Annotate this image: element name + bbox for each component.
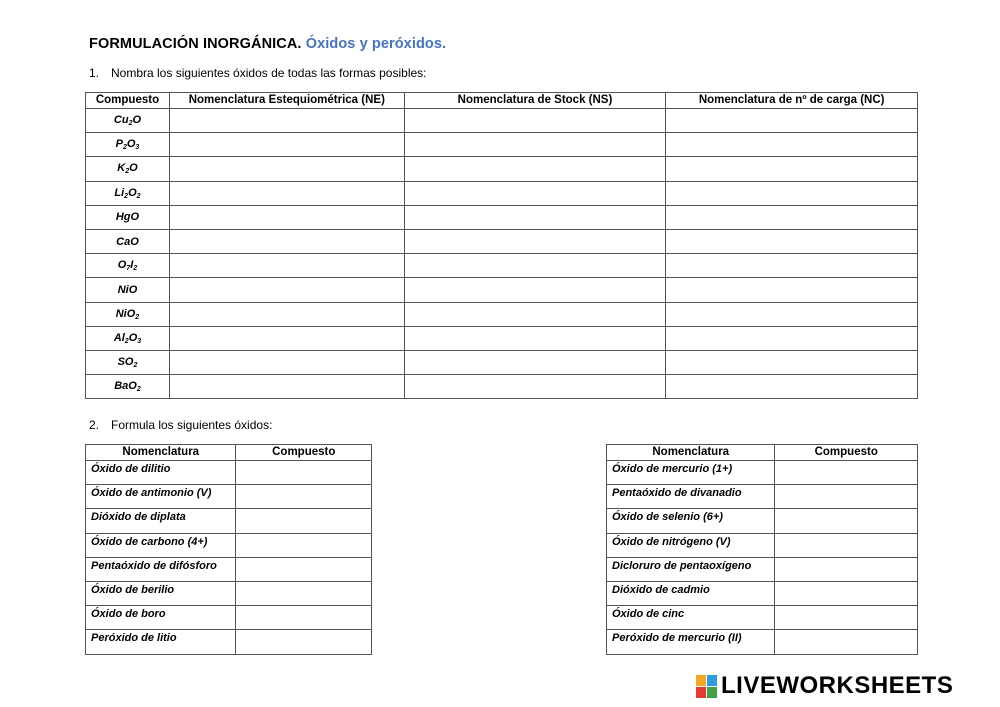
logo-square — [696, 687, 706, 698]
formula-part: 3 — [137, 337, 142, 345]
formula-part: BaO — [114, 380, 137, 393]
answer-cell-ne[interactable] — [169, 181, 404, 205]
compound-formula — [86, 133, 170, 157]
oxide-name: Dióxido de diplata — [86, 509, 236, 533]
oxide-name: Peróxido de mercurio (II) — [607, 630, 775, 654]
column-header: Compuesto — [236, 445, 372, 461]
table-row — [607, 581, 918, 605]
formula-part: 2 — [133, 361, 138, 369]
compound-formula — [86, 326, 170, 350]
table-row — [607, 461, 918, 485]
formulate-table-right — [606, 444, 918, 655]
answer-cell-ns[interactable] — [404, 350, 666, 374]
answer-cell-ns[interactable] — [404, 181, 666, 205]
compound-answer-cell[interactable] — [236, 461, 372, 485]
answer-cell-nc[interactable] — [666, 326, 918, 350]
section1-text: Nombra los siguientes óxidos de todas las formas posibles: — [111, 66, 427, 80]
answer-cell-nc[interactable] — [666, 157, 918, 181]
answer-cell-ns[interactable] — [404, 205, 666, 229]
formula-part: 2 — [136, 386, 141, 394]
formula-part: O — [117, 259, 127, 272]
table-row — [86, 630, 372, 654]
formula-part: CaO — [116, 235, 139, 248]
compound-answer-cell[interactable] — [236, 630, 372, 654]
compound-answer-cell[interactable] — [236, 509, 372, 533]
formula-part: 2 — [135, 313, 140, 321]
answer-cell-ne[interactable] — [169, 350, 404, 374]
answer-cell-ns[interactable] — [404, 302, 666, 326]
logo-square — [707, 687, 717, 698]
table-row — [86, 557, 372, 581]
oxide-name: Dióxido de cadmio — [607, 581, 775, 605]
table-row — [607, 485, 918, 509]
formula-part: P — [115, 138, 123, 151]
logo-text: LIVEWORKSHEETS — [721, 672, 954, 699]
table-row — [86, 509, 372, 533]
section1-number: 1. — [89, 66, 100, 80]
answer-cell-ne[interactable] — [169, 375, 404, 399]
answer-cell-nc[interactable] — [666, 109, 918, 133]
compound-answer-cell[interactable] — [775, 630, 918, 654]
oxide-name: Óxido de carbono (4+) — [86, 533, 236, 557]
oxide-name: Óxido de boro — [86, 606, 236, 630]
answer-cell-ns[interactable] — [404, 254, 666, 278]
section1-instruction — [89, 66, 427, 80]
answer-cell-nc[interactable] — [666, 205, 918, 229]
table-row — [607, 630, 918, 654]
column-header: Compuesto — [775, 445, 918, 461]
table-row — [86, 302, 918, 326]
answer-cell-nc[interactable] — [666, 133, 918, 157]
title-accent: Óxidos y peróxidos. — [305, 36, 447, 52]
compound-formula — [86, 157, 170, 181]
formula-part: SO — [117, 355, 134, 368]
answer-cell-ne[interactable] — [169, 205, 404, 229]
table-row — [86, 485, 372, 509]
oxide-name: Óxido de antimonio (V) — [86, 485, 236, 509]
compound-answer-cell[interactable] — [775, 606, 918, 630]
answer-cell-ns[interactable] — [404, 157, 666, 181]
table-row — [86, 350, 918, 374]
formula-part: 2 — [124, 337, 129, 345]
formula-part: O — [128, 331, 138, 344]
answer-cell-ne[interactable] — [169, 157, 404, 181]
oxide-name: Óxido de nitrógeno (V) — [607, 533, 775, 557]
compound-formula — [86, 109, 170, 133]
column-header: Compuesto — [86, 93, 170, 109]
table-row — [86, 606, 372, 630]
answer-cell-ne[interactable] — [169, 326, 404, 350]
table-row — [86, 254, 918, 278]
oxide-name: Óxido de cinc — [607, 606, 775, 630]
table-row — [607, 509, 918, 533]
table-header-row — [86, 445, 372, 461]
compound-answer-cell[interactable] — [236, 557, 372, 581]
answer-cell-nc[interactable] — [666, 278, 918, 302]
formula-part: Cu — [113, 114, 129, 127]
formula-part: 3 — [135, 144, 140, 152]
formula-part: 2 — [128, 120, 133, 128]
table-row — [86, 205, 918, 229]
compound-formula — [86, 229, 170, 253]
table-row — [86, 109, 918, 133]
table-row — [86, 133, 918, 157]
compound-formula — [86, 302, 170, 326]
answer-cell-ns[interactable] — [404, 133, 666, 157]
formula-part: O — [129, 162, 138, 175]
compound-answer-cell[interactable] — [775, 509, 918, 533]
compound-formula — [86, 278, 170, 302]
oxide-name: Peróxido de litio — [86, 630, 236, 654]
table-row — [86, 181, 918, 205]
column-header: Nomenclatura de nº de carga (NC) — [666, 93, 918, 109]
formula-part: O — [128, 186, 137, 199]
compound-formula — [86, 254, 170, 278]
compound-answer-cell[interactable] — [236, 606, 372, 630]
formula-part: 2 — [122, 144, 127, 152]
formula-part: NiO — [115, 307, 136, 320]
answer-cell-nc[interactable] — [666, 229, 918, 253]
compound-formula — [86, 205, 170, 229]
answer-cell-nc[interactable] — [666, 375, 918, 399]
table-header-row — [86, 93, 918, 109]
answer-cell-ns[interactable] — [404, 375, 666, 399]
oxide-name: Óxido de selenio (6+) — [607, 509, 775, 533]
answer-cell-nc[interactable] — [666, 181, 918, 205]
section2-number: 2. — [89, 418, 100, 432]
answer-cell-nc[interactable] — [666, 350, 918, 374]
oxide-name: Óxido de berilio — [86, 581, 236, 605]
table-row — [86, 533, 372, 557]
formula-part: 2 — [125, 168, 130, 176]
answer-cell-ns[interactable] — [404, 109, 666, 133]
compound-answer-cell[interactable] — [775, 485, 918, 509]
answer-cell-ne[interactable] — [169, 133, 404, 157]
logo-icon — [696, 675, 717, 698]
column-header: Nomenclatura — [607, 445, 775, 461]
column-header: Nomenclatura — [86, 445, 236, 461]
oxide-name: Pentaóxido de divanadio — [607, 485, 775, 509]
compound-answer-cell[interactable] — [775, 581, 918, 605]
formula-part: I — [130, 259, 134, 272]
table-row — [607, 557, 918, 581]
table-row — [86, 581, 372, 605]
oxide-name: Pentaóxido de difósforo — [86, 557, 236, 581]
answer-cell-ne[interactable] — [169, 109, 404, 133]
formula-part: O — [126, 138, 136, 151]
answer-cell-nc[interactable] — [666, 254, 918, 278]
table-header-row — [607, 445, 918, 461]
table-row — [86, 229, 918, 253]
compound-answer-cell[interactable] — [236, 533, 372, 557]
table-row — [86, 375, 918, 399]
column-header: Nomenclatura Estequiométrica (NE) — [169, 93, 404, 109]
section2-instruction — [89, 418, 272, 432]
formula-part: Al — [113, 331, 125, 344]
formula-part: 2 — [133, 265, 138, 273]
table-row — [86, 461, 372, 485]
compound-formula — [86, 375, 170, 399]
formula-part: 2 — [124, 192, 129, 200]
title-main: FORMULACIÓN INORGÁNICA. — [89, 36, 302, 52]
answer-cell-nc[interactable] — [666, 302, 918, 326]
answer-cell-ne[interactable] — [169, 229, 404, 253]
answer-cell-ne[interactable] — [169, 254, 404, 278]
table-row — [86, 326, 918, 350]
formula-part: K — [117, 162, 126, 175]
column-header: Nomenclatura de Stock (NS) — [404, 93, 666, 109]
formula-part: Li — [114, 186, 125, 199]
compound-answer-cell[interactable] — [775, 461, 918, 485]
liveworksheets-logo — [696, 672, 953, 700]
compound-answer-cell[interactable] — [236, 485, 372, 509]
oxides-naming-table — [85, 92, 918, 399]
formula-part: O — [132, 114, 142, 127]
compound-formula — [86, 181, 170, 205]
table-row — [86, 278, 918, 302]
formulate-table-left — [85, 444, 372, 655]
answer-cell-ns[interactable] — [404, 326, 666, 350]
oxide-name: Dicloruro de pentaoxígeno — [607, 557, 775, 581]
compound-answer-cell[interactable] — [775, 557, 918, 581]
formula-part: HgO — [115, 211, 140, 224]
table-row — [607, 533, 918, 557]
worksheet-title — [89, 36, 446, 52]
formula-part: 2 — [136, 192, 141, 200]
formula-part: 7 — [126, 265, 131, 273]
answer-cell-ne[interactable] — [169, 278, 404, 302]
table-row — [607, 606, 918, 630]
logo-square — [707, 675, 717, 686]
formula-part: NiO — [117, 283, 138, 296]
section2-text: Formula los siguientes óxidos: — [111, 418, 273, 432]
oxide-name: Óxido de dilitio — [86, 461, 236, 485]
answer-cell-ns[interactable] — [404, 229, 666, 253]
answer-cell-ne[interactable] — [169, 302, 404, 326]
compound-answer-cell[interactable] — [236, 581, 372, 605]
oxide-name: Óxido de mercurio (1+) — [607, 461, 775, 485]
compound-answer-cell[interactable] — [775, 533, 918, 557]
answer-cell-ns[interactable] — [404, 278, 666, 302]
compound-formula — [86, 350, 170, 374]
logo-square — [696, 675, 706, 686]
table-row — [86, 157, 918, 181]
